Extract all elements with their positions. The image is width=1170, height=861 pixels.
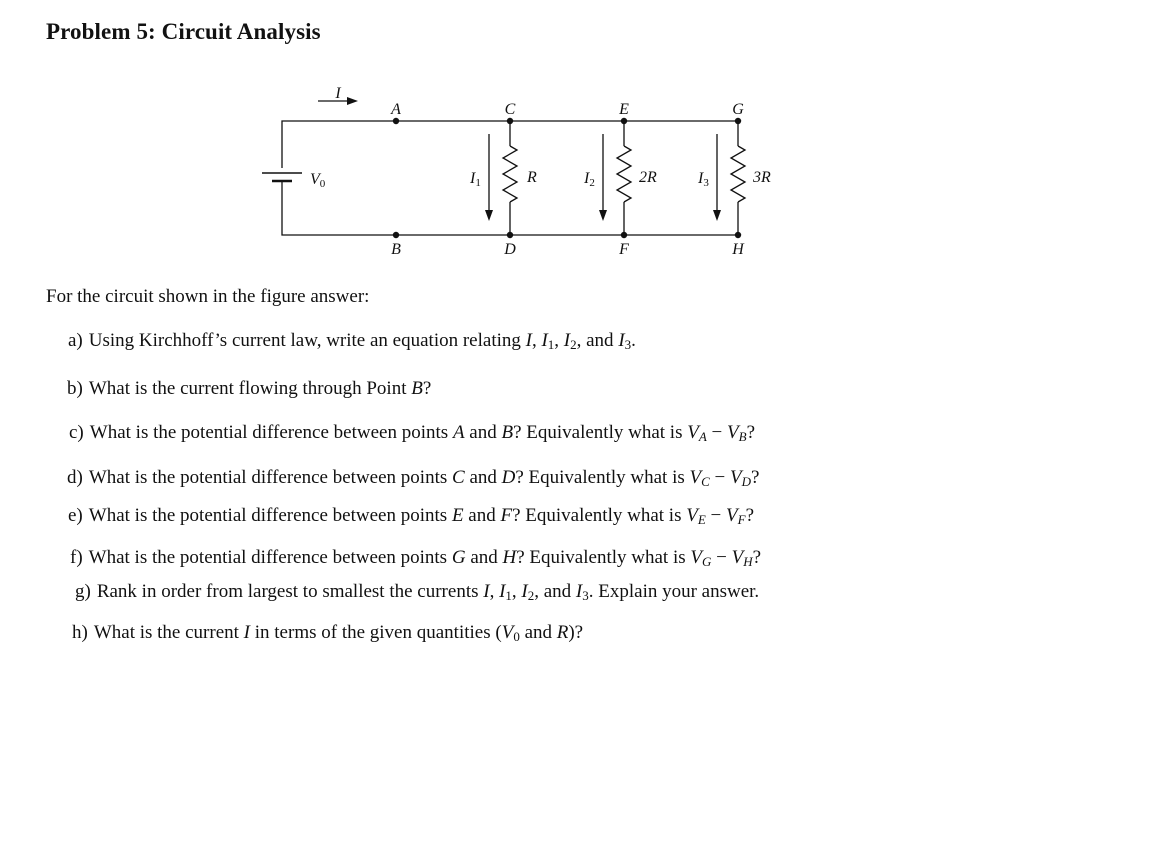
current-label-I: I <box>335 85 341 102</box>
node-label-D: D <box>504 241 516 258</box>
arrow-heads <box>347 97 721 221</box>
node-label-H: H <box>732 241 744 258</box>
node-label-E: E <box>619 101 629 118</box>
intro-text: For the circuit shown in the figure answer: <box>46 286 370 307</box>
node-label-C: C <box>504 101 516 118</box>
question-e: e) What is the potential difference between points E and F? Equivalently what is $V_E - V_F$? <box>68 505 755 527</box>
question-h: h) What is the current I in terms of the given quantities ($V_0$ and R)? <box>72 622 584 644</box>
resistor-label-2R: 2R <box>639 169 657 186</box>
node-G-dot <box>735 118 741 124</box>
question-g: g) Rank in order from largest to smallest the currents I, $I_1$, $I_2$, and $I_3$. Explain your answer. <box>75 581 760 603</box>
node-A-dot <box>393 118 399 124</box>
resistor-3R <box>731 146 745 202</box>
question-b: b) What is the current flowing through Point B? <box>67 378 432 399</box>
problem-title: Problem 5: Circuit Analysis <box>46 19 321 44</box>
node-dots <box>393 118 741 238</box>
node-C-dot <box>507 118 513 124</box>
node-label-F: F <box>619 241 629 258</box>
node-B-dot <box>393 232 399 238</box>
circuit-wires <box>262 101 745 235</box>
node-label-G: G <box>732 101 744 118</box>
node-F-dot <box>621 232 627 238</box>
question-f: f) What is the potential difference between points G and H? Equivalently what is $V_G - V_H$? <box>70 547 762 569</box>
question-a: a) Using Kirchhoff’s current law, write an equation relating I, $I_1$, $I_2$, and $I_3$. <box>68 330 636 352</box>
question-d: d) What is the potential difference between points C and D? Equivalently what is $V_C - V_D$? <box>67 467 760 489</box>
resistor-label-R: R <box>527 169 537 186</box>
node-label-A: A <box>391 101 401 118</box>
branch-current-I1: I1 <box>470 170 481 189</box>
node-label-B: B <box>391 241 401 258</box>
branch-current-I3: I3 <box>698 170 709 189</box>
resistor-2R <box>617 146 631 202</box>
resistor-R <box>503 146 517 202</box>
circuit-diagram <box>0 0 1170 280</box>
branch-current-I2: I2 <box>584 170 595 189</box>
resistor-label-3R: 3R <box>753 169 771 186</box>
node-E-dot <box>621 118 627 124</box>
node-D-dot <box>507 232 513 238</box>
node-H-dot <box>735 232 741 238</box>
source-label: V0 <box>310 171 326 190</box>
question-c: c) What is the potential difference between points A and B? Equivalently what is $V_A - V_B$? <box>69 422 756 444</box>
